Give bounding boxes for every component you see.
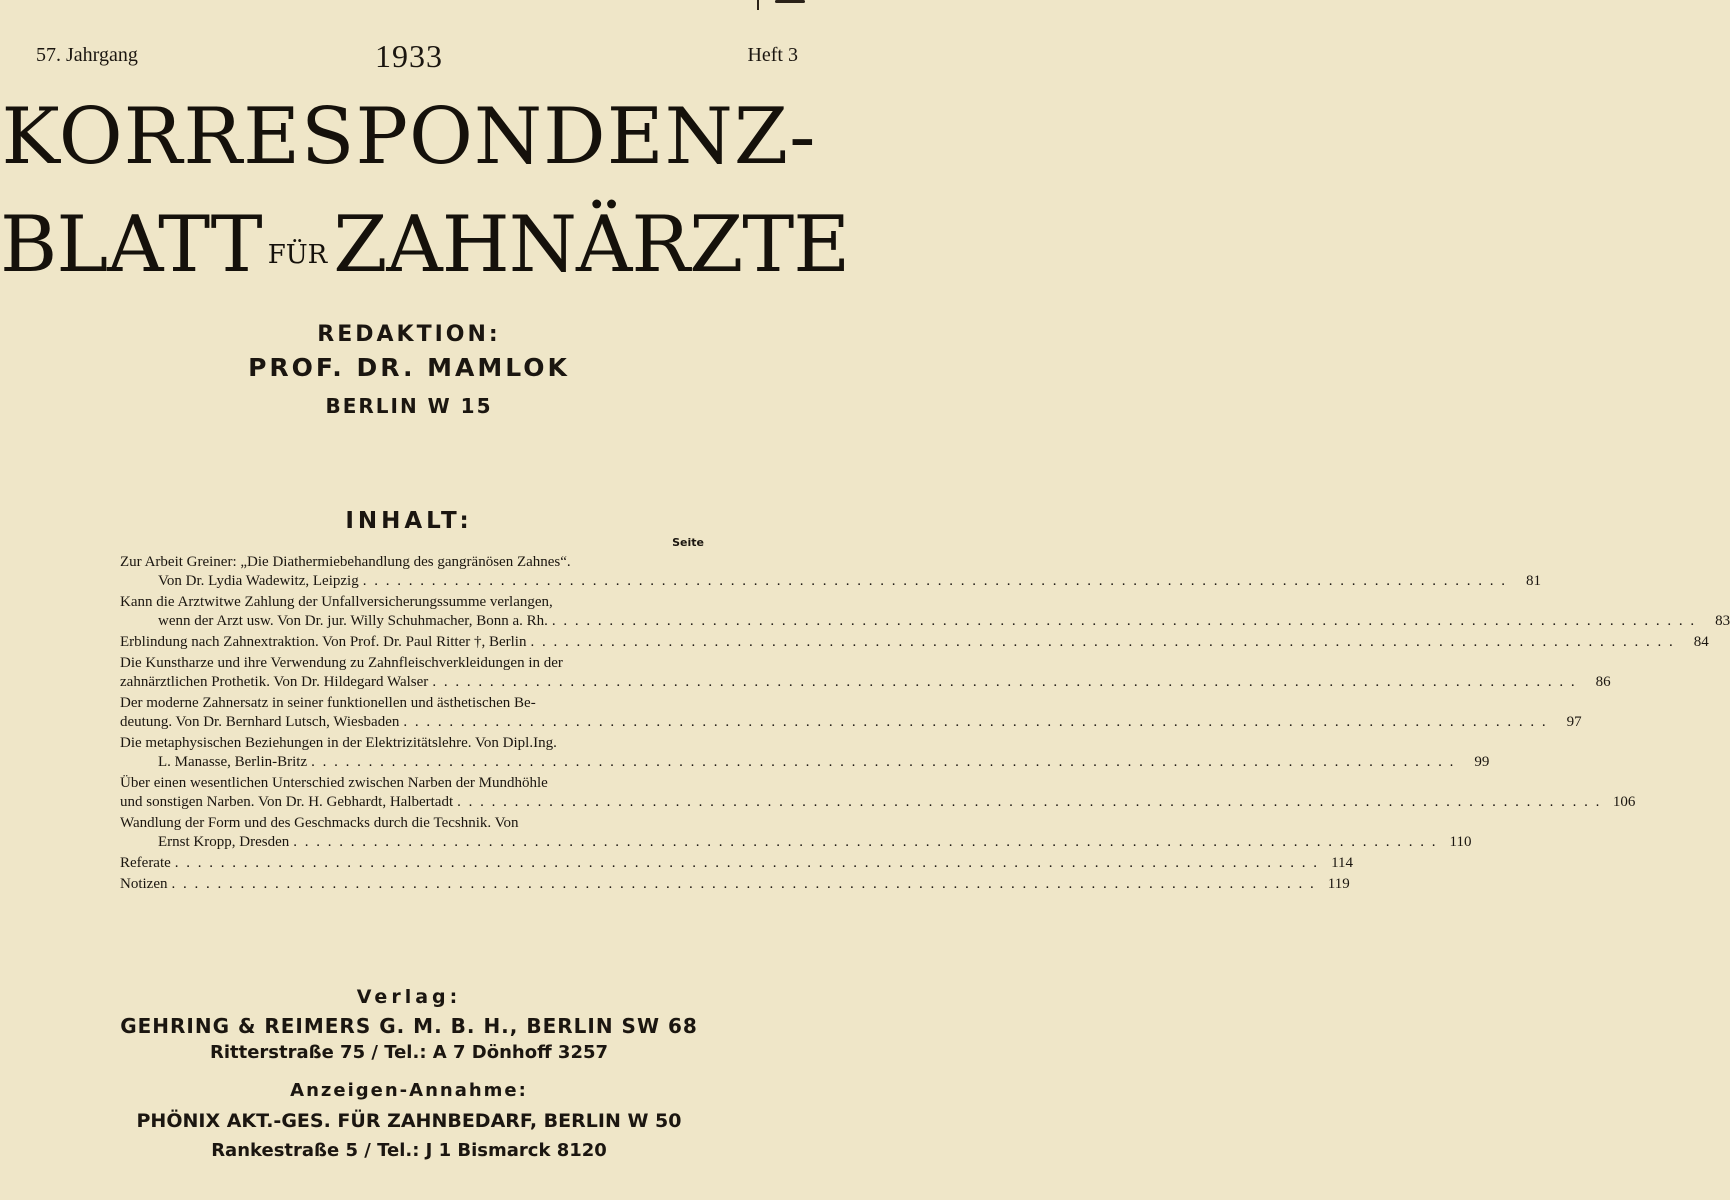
toc-entry[interactable] [120, 774, 1636, 812]
contents-heading: INHALT: [345, 508, 473, 534]
masthead-line-2 [0, 200, 850, 290]
issue-label: Heft 3 [747, 44, 798, 66]
toc-entry-title: Notizen [120, 876, 168, 892]
toc-entry-page: 99 [1474, 754, 1490, 770]
page-edge-mark [775, 0, 805, 3]
advertising-label: Anzeigen-Annahme: [290, 1080, 528, 1101]
dot-leader [552, 612, 1696, 631]
toc-entry-author: und sonstigen Narben. Von Dr. H. Gebhardt, Halbertadt [120, 794, 454, 810]
publisher-label: Verlag: [356, 986, 462, 1008]
masthead-fuer: FÜR [267, 240, 328, 270]
page-edge-mark [757, 0, 759, 10]
toc-entry-page: 119 [1327, 876, 1350, 892]
publisher-address: Ritterstraße 75 / Tel.: A 7 Dönhoff 3257 [209, 1042, 609, 1063]
toc-entry-title: Der moderne Zahnersatz in seiner funktionellen und ästhetischen Be- [120, 695, 536, 711]
toc-entry-page: 97 [1566, 714, 1582, 730]
toc-entry[interactable] [120, 875, 1350, 894]
dot-leader [171, 875, 1315, 894]
dot-leader [403, 713, 1547, 732]
toc-entry-title: Erblindung nach Zahnextraktion. Von Prof. Dr. Paul Ritter †, Berlin [120, 634, 527, 650]
editor-name: PROF. DR. MAMLOK [248, 353, 570, 382]
toc-entry-page: 114 [1331, 855, 1354, 871]
publisher-name: GEHRING & REIMERS G. M. B. H., BERLIN SW 68 [120, 1014, 698, 1038]
dot-leader [363, 572, 1507, 591]
dot-leader [293, 833, 1437, 852]
toc-entry-page: 84 [1693, 634, 1709, 650]
editorial-city: BERLIN W 15 [325, 394, 493, 418]
toc-entry[interactable] [120, 633, 1709, 652]
advertising-address: Rankestraße 5 / Tel.: J 1 Bismarck 8120 [211, 1140, 607, 1161]
toc-entry-page: 81 [1525, 573, 1541, 589]
toc-entry-title: Wandlung der Form und des Geschmacks durch die Tecshnik. Von [120, 815, 519, 831]
masthead-blatt: BLATT [0, 200, 262, 290]
toc-entry-page: 86 [1595, 674, 1611, 690]
toc-entry-title: Über einen wesentlichen Unterschied zwischen Narben der Mundhöhle [120, 775, 548, 791]
toc-entry[interactable] [120, 814, 1472, 852]
page-column-label: Seite [672, 536, 704, 549]
masthead-zahnaerzte: ZAHNÄRZTE [333, 200, 850, 290]
toc-entry-author: deutung. Von Dr. Bernhard Lutsch, Wiesbaden [120, 714, 400, 730]
toc-entry-author: Von Dr. Lydia Wadewitz, Leipzig [158, 573, 359, 589]
toc-entry-title: Die metaphysischen Beziehungen in der Elektrizitätslehre. Von Dipl.Ing. [120, 735, 557, 751]
toc-entry[interactable] [120, 553, 1541, 591]
toc-entry-title: Kann die Arztwitwe Zahlung der Unfallversicherungssumme verlangen, [120, 594, 553, 610]
advertising-agent: PHÖNIX AKT.-GES. FÜR ZAHNBEDARF, BERLIN W 50 [136, 1110, 682, 1132]
dot-leader [530, 633, 1674, 652]
toc-entry[interactable] [120, 854, 1354, 873]
toc-entry-title: Zur Arbeit Greiner: „Die Diathermiebehandlung des gangränösen Zahnes“. [120, 554, 571, 570]
toc-entry-author: wenn der Arzt usw. Von Dr. jur. Willy Schuhmacher, Bonn a. Rh. [158, 613, 548, 629]
dot-leader [457, 793, 1601, 812]
dot-leader [311, 753, 1455, 772]
toc-entry-author: zahnärztlichen Prothetik. Von Dr. Hildegard Walser [120, 674, 429, 690]
masthead-line-1: KORRESPONDENZ- [1, 92, 817, 182]
editorial-label: REDAKTION: [317, 322, 501, 347]
toc-entry-author: L. Manasse, Berlin-Britz [158, 754, 308, 770]
toc-entry-page: 106 [1612, 794, 1636, 810]
toc-entry-title: Die Kunstharze und ihre Verwendung zu Zahnfleischverkleidungen in der [120, 655, 563, 671]
toc-entry[interactable] [120, 593, 1730, 631]
toc-entry[interactable] [120, 734, 1490, 772]
toc-entry-page: 110 [1449, 834, 1472, 850]
volume-label: 57. Jahrgang [36, 44, 138, 66]
toc-entry[interactable] [120, 694, 1582, 732]
toc-entry-title: Referate [120, 855, 171, 871]
table-of-contents [120, 553, 1730, 896]
dot-leader [432, 673, 1576, 692]
year-label: 1933 [375, 38, 443, 74]
dot-leader [175, 854, 1319, 873]
toc-entry[interactable] [120, 654, 1611, 692]
toc-entry-author: Ernst Kropp, Dresden [158, 834, 290, 850]
toc-entry-page: 83 [1715, 613, 1730, 629]
